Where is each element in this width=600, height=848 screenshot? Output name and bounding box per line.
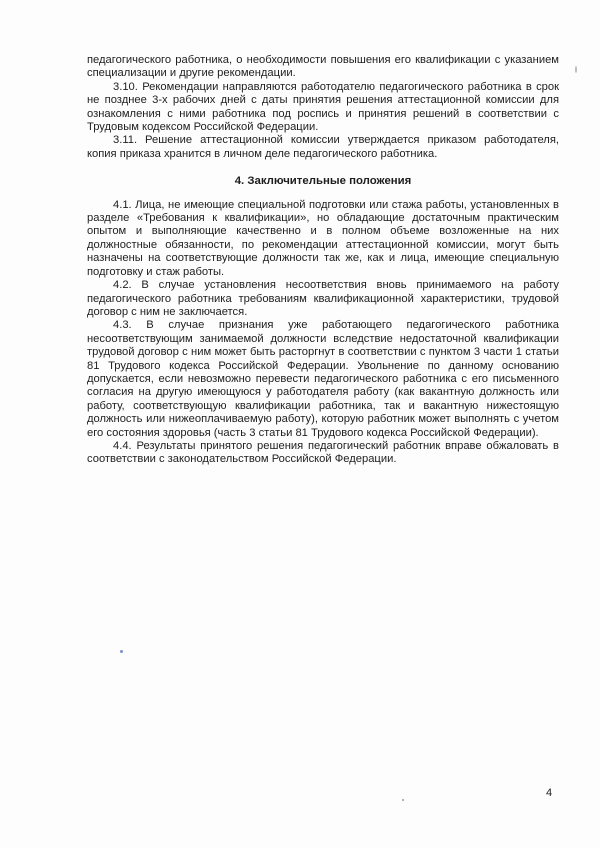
paragraph-continuation: педагогического работника, о необходимости повышения его квалификации с указанием специализации и другие рекомендации.: [87, 54, 559, 80]
document-body: [87, 54, 559, 467]
paragraph-4-4: 4.4. Результаты принятого решения педагогический работник вправе обжаловать в соответствии с законодательством Российской Федерации.: [87, 439, 559, 466]
paragraph-3-10: 3.10. Рекомендации направляются работодателю педагогического работника в срок не позднее 3-х рабочих дней с даты принятия решения аттестационной комиссии для ознакомления с ними работника под роспись и принятия решений в соответствии с Трудовым кодексом Российской Федерации.: [87, 80, 559, 134]
paragraph-4-1: 4.1. Лица, не имеющие специальной подготовки или стажа работы, установленных в разделе «Требования к квалификации», но обладающие достаточным практическим опытом и выполняющие качественно и в полном объеме возложенные на них должностные обязанности, по рекомендации аттестационной комиссии, могут быть назначены на соответствующие должности так же, как и лица, имеющие специальную подготовку и стаж работы.: [87, 198, 559, 278]
scan-mark: [402, 799, 404, 801]
scan-mark: [575, 66, 577, 73]
section-heading: 4. Заключительные положения: [234, 175, 412, 188]
paragraph-4-2: 4.2. В случае установления несоответствия вновь принимаемого на работу педагогического работника требованиям квалификационной характеристики, трудовой договор с ним не заключается.: [87, 279, 559, 318]
paragraph-4-3: 4.3. В случае признания уже работающего педагогического работника несоответствующим занимаемой должности вследствие недостаточной квалификации трудовой договор с ним может быть расторгнут в соответствии с пунктом 3 части 1 статьи 81 Трудового кодекса Российской Федерации. Увольнение по данному основанию допускается, если невозможно перевести педагогического работника с его письменного согласия на другую имеющуюся у работодателя работу (как вакантную должность или работу, соответствующую квалификации работника, так и вакантную нижестоящую должность или нижеоплачиваемую работу), которую работник может выполнять с учетом его состояния здоровья (часть 3 статьи 81 Трудового кодекса Российской Федерации).: [87, 319, 559, 439]
page-number: 4: [546, 787, 553, 799]
paragraph-3-11: 3.11. Решение аттестационной комиссии утверждается приказом работодателя, копия приказа хранится в личном деле педагогического работника.: [87, 134, 559, 160]
ink-dot: [120, 650, 123, 653]
